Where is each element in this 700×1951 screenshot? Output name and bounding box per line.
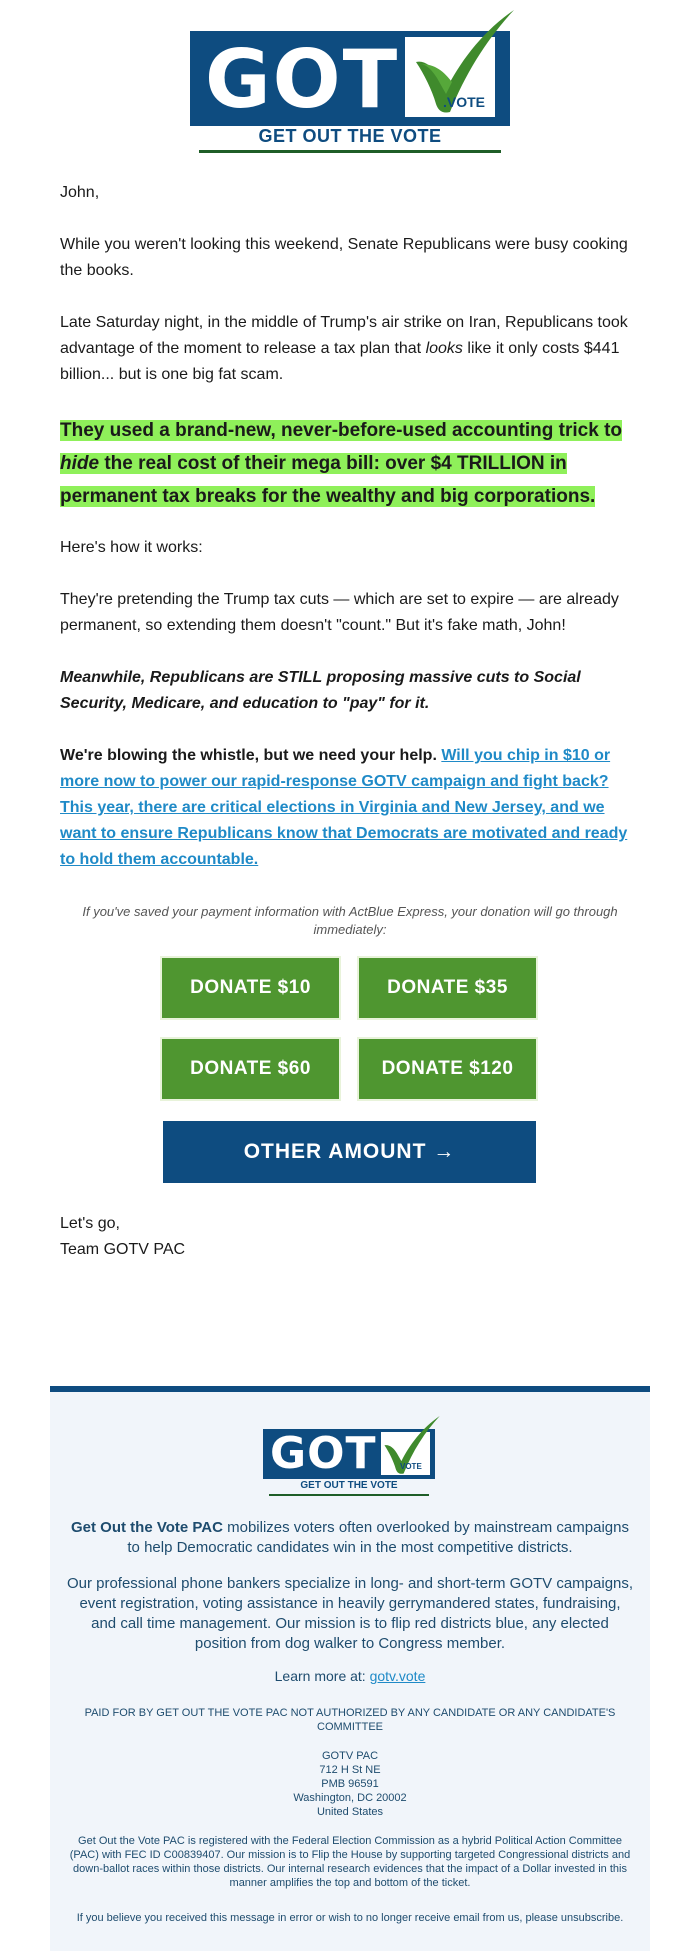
highlight-start: They used a brand-new, never-before-used accounting trick to — [60, 420, 623, 441]
footer-logo-vote: VOTE — [400, 1462, 422, 1471]
footer-logo — [263, 1414, 443, 1489]
signoff — [60, 1211, 185, 1263]
address-line: United States — [316, 1806, 384, 1818]
paragraph-cooking-books: While you weren't looking this weekend, Senate Republicans were busy cooking the books. — [60, 236, 628, 279]
paragraph-tax-plan — [60, 310, 640, 388]
paragraph-how-it-works: Here's how it works: — [60, 539, 203, 556]
logo-vote-suffix: .VOTE — [443, 94, 486, 110]
cta-lead: We're blowing the whistle, but we need your help. — [60, 747, 442, 764]
address-line: 712 H St NE — [319, 1764, 381, 1776]
signoff-line: Let's go, — [60, 1215, 120, 1232]
footer-fec-registration: Get Out the Vote PAC is registered with the Federal Election Commission as a hybrid Political Action Committee (PAC) with FEC ID C00839407. Our mission is to Flip the House by supporting targeted Congressional districts and down-ballot races within those districts. Our internal research evidences that the impact of a Dollar invested in this manner amplifies the top and bottom of the ticket. — [69, 1835, 631, 1889]
address-line: GOTV PAC — [321, 1750, 379, 1762]
address-line: PMB 96591 — [321, 1778, 379, 1790]
highlight-end: the real cost of their mega bill: over $4 TRILLION in permanent tax breaks for the wealthy and big corporations. — [60, 453, 596, 507]
footer-about — [65, 1518, 635, 1558]
greeting: John, — [60, 184, 100, 201]
gotv-vote-link[interactable]: gotv.vote — [369, 1668, 426, 1684]
paragraph-fake-math: They're pretending the Trump tax cuts — which are set to expire — are already permanent, so extending them doesn't "count." But it's fake math, John! — [60, 591, 619, 634]
footer-org-name: Get Out the Vote PAC — [71, 1519, 223, 1536]
gotv-logo — [190, 10, 520, 155]
paragraph-tax-plan-end: like it only costs $441 billion... but is one big fat scam. — [60, 340, 620, 383]
footer-logo-tagline: GET OUT THE VOTE — [300, 1480, 398, 1491]
paragraph-tax-plan-start: Late Saturday night, in the middle of Trump's air strike on Iran, Republicans took advantage of the moment to release a tax plan that — [60, 314, 628, 357]
highlight-italic: hide — [60, 453, 100, 474]
logo-wordmark: GOT — [205, 33, 400, 126]
email-body — [60, 180, 640, 899]
actblue-express-note: If you've saved your payment information with ActBlue Express, your donation will go through immediately: — [82, 904, 618, 937]
footer-about-text: mobilizes voters often overlooked by mainstream campaigns to help Democratic candidates win in the most competitive districts. — [127, 1519, 629, 1556]
address-line: Washington, DC 20002 — [293, 1792, 407, 1804]
highlighted-paragraph — [60, 414, 640, 513]
logo-tagline: GET OUT THE VOTE — [258, 126, 442, 146]
footer-services: Our professional phone bankers specialize in long- and short-term GOTV campaigns, event registration, voting assistance in heavily gerrymandered states, fundraising, and call time management. Our mission is to flip red districts blue, any elected position from dog walker to Congress member. — [66, 1575, 634, 1652]
footer-logo-underline — [269, 1494, 429, 1496]
donate-60-button[interactable]: DONATE $60 — [162, 1039, 339, 1099]
donate-120-button[interactable]: DONATE $120 — [359, 1039, 536, 1099]
footer-learn-label: Learn more at: — [274, 1668, 370, 1684]
other-amount-button[interactable]: OTHER AMOUNT → — [163, 1121, 536, 1183]
footer-paid-for: PAID FOR BY GET OUT THE VOTE PAC NOT AUTHORIZED BY ANY CANDIDATE OR ANY CANDIDATE'S COMMITTEE — [84, 1707, 616, 1733]
footer — [50, 1386, 650, 1951]
footer-learn-more — [65, 1666, 635, 1686]
footer-logo-wordmark: GOT — [270, 1428, 377, 1479]
footer-address — [65, 1749, 635, 1819]
paragraph-tax-plan-italic: looks — [425, 340, 463, 357]
chip-in-link[interactable]: Will you chip in $10 or more now to power our rapid-response GOTV campaign and fight back? This year, there are critical elections in Virginia and New Jersey, and we want to ensure Republicans know that Democrats are motivated and ready to hold them accountable. — [60, 747, 628, 868]
logo-underline — [199, 150, 501, 153]
footer-unsubscribe[interactable]: If you believe you received this message in error or wish to no longer receive email from us, please unsubscribe. — [76, 1912, 624, 1924]
paragraph-call-to-action — [60, 743, 640, 873]
paragraph-cuts: Meanwhile, Republicans are STILL proposing massive cuts to Social Security, Medicare, and education to "pay" for it. — [60, 669, 581, 712]
donate-35-button[interactable]: DONATE $35 — [359, 958, 536, 1018]
donate-10-button[interactable]: DONATE $10 — [162, 958, 339, 1018]
signoff-signature: Team GOTV PAC — [60, 1241, 186, 1258]
